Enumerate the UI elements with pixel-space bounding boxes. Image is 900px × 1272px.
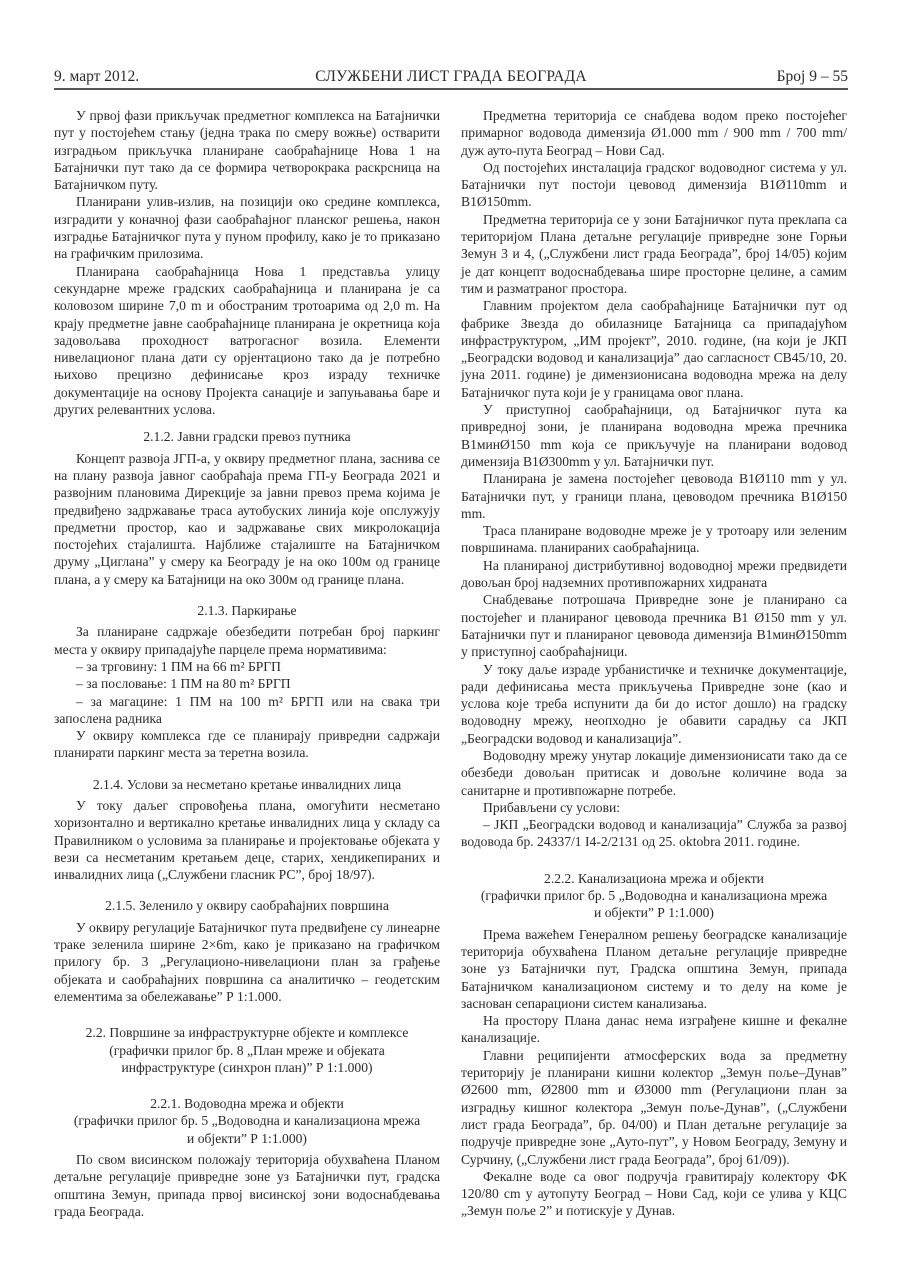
paragraph: Предметна територија се у зони Батајничког пута преклапа са територијом Плана детаљне регулације привредне зоне Горњи Земун 3 и 4, („Службени лист града Београда”, број 14/05) којим је дат концепт водоснабдевања шире просторне целине, а самим тим и разматраног простора.	[461, 211, 847, 296]
paragraph: У оквиру регулације Батајничког пута предвиђене су линеарне траке зеленила ширине 2×6m, како је приказано на графичком прилогу бр. 3 „Регулационо-нивелациони план за грађење објеката и саобраћајних површина са аналитичко – геодетским елементима за обележавање” Р 1:1.000.	[54, 919, 440, 1004]
issue-page-number: Број 9 – 55	[776, 68, 848, 85]
paragraph: Главним пројектом дела саобраћајнице Батајнички пут од фабрике Звезда до обилазнице Батајница са припадајућом инфраструктуром, „ИМ пројект”, 2010. године, (на који је ЈКП „Београдски водовод и канализација” дао сагласност СВ45/10, 20. јуна 2011. године) је димензионисана водоводна мрежа на делу Батајничког пута који је у границама овог плана.	[461, 298, 847, 400]
heading-line: (графички прилог бр. 5 „Водоводна и канализациона мрежа	[73, 1113, 421, 1129]
paragraph: Главни реципијенти атмосферских вода за предметну територију је планирани кишни колектор „Земун поље–Дунав” Ø2600 mm, Ø2800 mm и Ø3000 mm (Регулациони план за изградњу кишног колектора „Земун поље-Дунав”, („Службени лист града Београда”, бр. 04/00) и План детаљне регулације за подручје привредне зоне „Ауто-пут”, у Новом Београду, Земуну и Сурчину, („Службени лист града Београда”, број 61/09)).	[461, 1047, 847, 1167]
section-heading-2-1-2: 2.1.2. Јавни градски превоз путника	[143, 429, 351, 445]
paragraph: На простору Плана данас нема изграђене кишне и фекалне канализације.	[461, 1013, 847, 1046]
heading-line: (графички прилог бр. 5 „Водоводна и канализациона мрежа	[480, 888, 828, 904]
section-heading-2-2-2	[461, 870, 847, 922]
heading-line: (графички прилог бр. 8 „План мреже и објеката	[109, 1042, 385, 1058]
paragraph: Водоводну мрежу унутар локације димензионисати тако да се обезбеди довољан притисак и довољне количине вода за санитарне и противпожарне потребе.	[461, 747, 847, 798]
section-heading-2-2-1	[54, 1095, 440, 1147]
paragraph: Планирана је замена постојећег цевовода В1Ø110 mm у ул. Батајнички пут, у граници плана, цевоводом пречника В1Ø150 mm.	[461, 471, 847, 521]
heading-line: 2.2. Површине за инфраструктурне објекте и комплексе	[85, 1025, 409, 1041]
heading-line: инфраструктуре (синхрон план)” Р 1:1.000)	[121, 1059, 373, 1075]
list-item: – за пословање: 1 ПМ на 80 m² БРГП	[76, 676, 291, 692]
section-heading-2-1-5: 2.1.5. Зеленило у оквиру саобраћајних површина	[105, 898, 389, 914]
paragraph: У приступној саобраћајници, од Батајничког пута ка привредној зони, је планирана водоводна мрежа пречника В1минØ150 mm која се прикључује на планирани водовод димензија В1Ø300mm у ул. Батајнички пут.	[461, 402, 847, 469]
paragraph: У првој фази прикључак предметног комплекса на Батајнички пут у постојећем стању (једна трака по смеру вожње) остварити изградњом прикључка планиране саобраћајнице Нова 1 на Батајнички пут тако да се формира четворокрака раскрсница на Батајничком путу.	[54, 108, 440, 193]
paragraph: Фекалне воде са овог подручја гравитирају колектору ФК 120/80 cm у аутопуту Београд – Нови Сад, који се улива у КЦС „Земун поље 2” и потискује у Дунав.	[461, 1168, 847, 1219]
list-item: – за трговину: 1 ПМ на 66 m² БРГП	[76, 658, 281, 674]
heading-line: 2.2.1. Водоводна мрежа и објекти	[150, 1096, 344, 1112]
paragraph: Планирани улив-излив, на позицији око средине комплекса, изградити у коначној фази саобраћајног планског решења, након изградње Батајничког пута у пуном профилу, како је то приказано на графичким прилозима.	[54, 194, 440, 262]
heading-line: и објекти” Р 1:1.000)	[594, 905, 714, 921]
publication-title: СЛУЖБЕНИ ЛИСТ ГРАДА БЕОГРАДА	[315, 68, 587, 85]
paragraph: Према важећем Генералном решењу београдске канализације територија обухваћена Планом детаљне регулације привредне зоне уз Батајнички пут, Градска општина Земун, припада Батајничком канализационом систему и то делу на коме је заснован сепарациони систем канализања.	[461, 926, 847, 1011]
heading-line: 2.2.2. Канализациона мрежа и објекти	[544, 870, 764, 886]
paragraph: Траса планиране водоводне мреже је у тротоару или зеленим површинама. планираних саобраћајница.	[461, 523, 847, 556]
paragraph: Концепт развоја ЈГП-а, у оквиру предметног плана, заснива се на плану развоја јавног саобраћаја према ГП-у Београда 2021 и развојним плановима Дирекције за јавни превоз према којима је предвиђено задржавање траса аутобуских линија које опслужују предметни простор, као и задржавање свих микролокација постојећих стајалишта. Најближе стајалиште на Батајничком друму „Циглана” у смеру ка Београду је на око 100м од границе плана, а у смеру ка Батајници на око 300м од границе плана.	[54, 450, 440, 587]
paragraph: У оквиру комплекса где се планирају привредни садржаји планирати паркинг места за теретна возила.	[54, 728, 440, 761]
page-header	[54, 66, 848, 90]
list-item: – за магацине: 1 ПМ на 100 m² БРГП или на свака три запослена радника	[54, 693, 440, 726]
paragraph: По свом висинском положају територија обухваћена Планом детаљне регулације привредне зоне уз Батајнички пут, градска општина Земун, припада првој висинској зони водоснабдевања града Београда.	[54, 1152, 440, 1219]
paragraph: У току даље израде урбанистичке и техничке документације, ради дефинисања места прикључења Привредне зоне (као и услова које треба испунити да би до истог дошло) на градску водоводну мрежу, неопходно је обавити сарадњу са ЈКП „Београдски водовод и канализација”.	[461, 661, 847, 746]
section-heading-2-2	[54, 1024, 440, 1076]
paragraph: На планираној дистрибутивној водоводној мрежи предвидети довољан број надземних противпожарних хидраната	[461, 557, 847, 591]
paragraph: Предметна територија се снабдева водом преко постојећег примарног водовода димензија Ø1.000 mm / 900 mm / 700 mm/ дуж ауто-пута Београд – Нови Сад.	[461, 108, 847, 158]
section-heading-2-1-4: 2.1.4. Услови за несметано кретање инвалидних лица	[92, 776, 402, 792]
paragraph: Прибављени су услови:	[483, 799, 621, 815]
paragraph: За планиране садржаје обезбедити потребан број паркинг места у оквиру припадајуће парцеле према нормативима:	[54, 624, 440, 657]
paragraph: У току даљег спровођења плана, омогућити несметано хоризонтално и вертикално кретање инвалидних лица у складу са Правилником о условима за планирање и пројектовање објеката у вези са несметаним кретањем деце, старих, хендикепираних и инвалидних лица („Службени гласник РС”, број 18/97).	[54, 797, 440, 883]
left-column	[54, 107, 440, 1220]
right-column	[461, 107, 847, 1220]
paragraph: Планирана саобраћајница Нова 1 представља улицу секундарне мреже градских саобраћајница и планирана је са коловозом ширине 7,0 m и обостраним тротоарима од 2,0 m. На крају предметне јавне саобраћајнице планирана је окретница која задовољава проходност ватрогасног возила. Елементи нивелационог плана дати су орјентационо тако да је потребно њихово прецизно дефинисање кроз израду техничке документације на основу Пројекта санације и запуњавања баре и других релевантних услова.	[54, 263, 440, 418]
paragraph: Снабдевање потрошача Привредне зоне је планирано са постојећег и планираног цевовода пречника В1 Ø150 mm у ул. Батајнички пут и планираног цевовода димензија В1минØ150mm у приступној саобраћајници.	[461, 592, 847, 660]
paragraph: Од постојећих инсталација градског водоводног система у ул. Батајнички пут постоји цевовод димензија В1Ø110mm и В1Ø150mm.	[461, 159, 847, 210]
issue-date: 9. март 2012.	[54, 68, 140, 85]
paragraph: – ЈКП „Београдски водовод и канализација” Служба за развој водовода бр. 24337/1 I4-2/2131 од 25. oktobra 2011. године.	[461, 817, 847, 850]
heading-line: и објекти” Р 1:1.000)	[187, 1130, 307, 1146]
section-heading-2-1-3: 2.1.3. Паркирање	[197, 603, 297, 619]
